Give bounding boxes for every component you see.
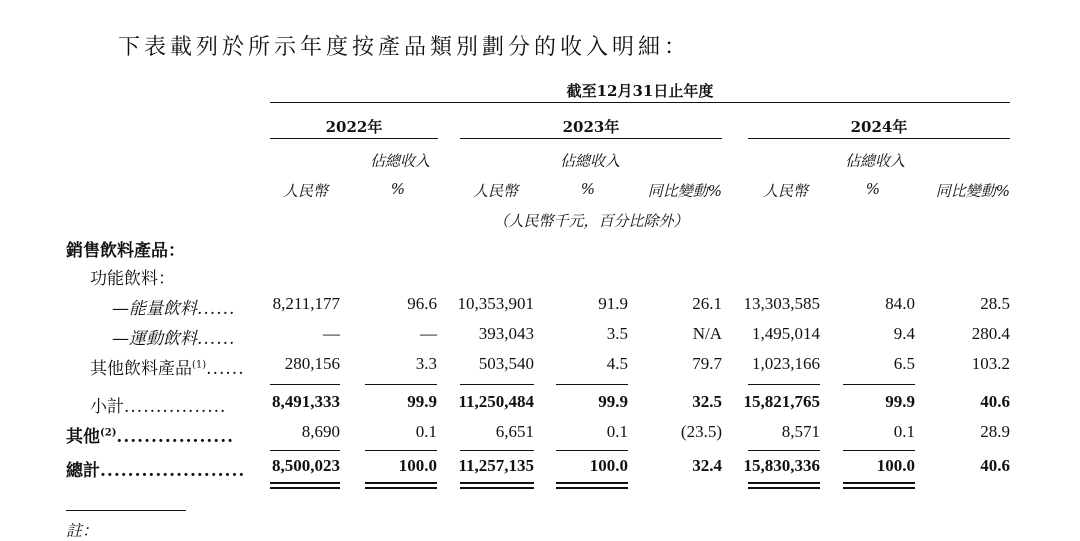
cell-energy-2023-yoy: 26.1 (692, 294, 722, 313)
cell-energy-2024-rmb: 13,303,585 (743, 294, 820, 313)
total-dbl1-2024-rmb (748, 482, 820, 484)
pct-2023: % (580, 180, 595, 198)
year-rule-2024 (748, 138, 1010, 139)
total-dbl2-2023-rmb (460, 487, 534, 489)
cell-sports-2023-rmb: 393,043 (478, 324, 534, 343)
cell-subtotal-2024-pct: 99.9 (885, 392, 915, 411)
section-sales-beverages: 銷售飲料產品： (66, 241, 185, 261)
total-rule-2024-pct (843, 450, 915, 451)
cell-others-2022-rmb: 8,690 (301, 422, 340, 441)
cell-other-beverages-2022-pct: 3.3 (415, 354, 437, 373)
subtotal-rule-2023-rmb (460, 384, 534, 385)
total-dbl1-2023-rmb (460, 482, 534, 484)
cell-others-2023-yoy: (23.5) (680, 422, 722, 441)
cell-subtotal-2024-yoy: 40.6 (980, 392, 1010, 411)
period-header: 截至12月31日止年度 (566, 82, 714, 100)
cell-sports-2022-rmb: — (323, 324, 340, 343)
cell-others-2023-pct: 0.1 (606, 422, 628, 441)
notes-label: 註： (66, 521, 99, 540)
cell-sports-2024-rmb: 1,495,014 (752, 324, 820, 343)
subtotal-rule-2022-pct (365, 384, 437, 385)
cell-others-2024-pct: 0.1 (893, 422, 915, 441)
total-dbl1-2024-pct (843, 482, 915, 484)
year-2022: 2022年 (325, 118, 383, 136)
cell-energy-2023-rmb: 10,353,901 (457, 294, 534, 313)
cell-subtotal-2023-pct: 99.9 (598, 392, 628, 411)
cell-other-beverages-2023-rmb: 503,540 (478, 354, 534, 373)
year-rule-2023 (460, 138, 722, 139)
cell-total-2024-pct: 100.0 (876, 456, 915, 475)
total-dbl2-2024-rmb (748, 487, 820, 489)
cell-total-2023-yoy: 32.4 (692, 456, 722, 475)
subtotal-rule-2024-pct (843, 384, 915, 385)
cell-energy-2023-pct: 91.9 (598, 294, 628, 313)
total-rule-2024-rmb (748, 450, 820, 451)
pct-2024: % (865, 180, 880, 198)
cell-total-2022-rmb: 8,500,023 (272, 456, 340, 475)
row-label-total: 總計..................... (66, 461, 246, 481)
footnote-rule (66, 510, 186, 511)
rmb-2024: 人民幣 (762, 182, 808, 200)
cell-sports-2023-yoy: N/A (692, 324, 722, 343)
total-dbl2-2022-pct (365, 487, 437, 489)
total-dbl1-2022-rmb (270, 482, 340, 484)
cell-other-beverages-2023-yoy: 79.7 (692, 354, 722, 373)
cell-other-beverages-2024-yoy: 103.2 (971, 354, 1010, 373)
row-label-others: 其他$^{(2)}$................. (66, 427, 235, 447)
year-rule-2022 (270, 138, 438, 139)
cell-other-beverages-2022-rmb: 280,156 (284, 354, 340, 373)
cell-energy-2024-pct: 84.0 (885, 294, 915, 313)
total-dbl2-2024-pct (843, 487, 915, 489)
year-2023: 2023年 (562, 118, 620, 136)
pct-top-2022: 佔總收入 (369, 152, 430, 170)
cell-other-beverages-2024-rmb: 1,023,166 (752, 354, 820, 373)
subtotal-rule-2023-pct (556, 384, 628, 385)
cell-sports-2023-pct: 3.5 (606, 324, 628, 343)
rmb-2022: 人民幣 (282, 182, 328, 200)
row-label-energy: —能量飲料...... (112, 299, 236, 319)
cell-sports-2022-pct: — (420, 324, 437, 343)
pct-2022: % (390, 180, 405, 198)
cell-subtotal-2023-yoy: 32.5 (692, 392, 722, 411)
unit-note: （人民幣千元，百分比除外） (493, 212, 689, 230)
cell-others-2022-pct: 0.1 (415, 422, 437, 441)
total-dbl2-2023-pct (556, 487, 628, 489)
pct-top-2023: 佔總收入 (559, 152, 620, 170)
total-dbl1-2023-pct (556, 482, 628, 484)
yoy-2024: 同比變動% (935, 182, 1010, 200)
cell-total-2023-pct: 100.0 (589, 456, 628, 475)
total-rule-2023-rmb (460, 450, 534, 451)
header-rule (270, 102, 1010, 103)
total-dbl1-2022-pct (365, 482, 437, 484)
cell-subtotal-2022-pct: 99.9 (407, 392, 437, 411)
subtotal-rule-2024-rmb (748, 384, 820, 385)
total-rule-2023-pct (556, 450, 628, 451)
cell-energy-2022-pct: 96.6 (407, 294, 437, 313)
rmb-2023: 人民幣 (472, 182, 518, 200)
cell-other-beverages-2023-pct: 4.5 (606, 354, 628, 373)
cell-others-2024-rmb: 8,571 (781, 422, 820, 441)
cell-total-2024-yoy: 40.6 (980, 456, 1010, 475)
yoy-2023: 同比變動% (647, 182, 722, 200)
row-label-sports: —運動飲料...... (112, 329, 236, 349)
subtotal-rule-2022-rmb (270, 384, 340, 385)
row-label-subtotal: 小計................ (90, 397, 227, 417)
cell-total-2022-pct: 100.0 (398, 456, 437, 475)
total-rule-2022-rmb (270, 450, 340, 451)
year-2024: 2024年 (850, 118, 908, 136)
cell-total-2024-rmb: 15,830,336 (743, 456, 820, 475)
cell-other-beverages-2024-pct: 6.5 (893, 354, 915, 373)
cell-others-2024-yoy: 28.9 (980, 422, 1010, 441)
cell-sports-2024-yoy: 280.4 (971, 324, 1010, 343)
pct-top-2024: 佔總收入 (844, 152, 905, 170)
total-dbl2-2022-rmb (270, 487, 340, 489)
cell-total-2023-rmb: 11,257,135 (458, 456, 534, 475)
cell-sports-2024-pct: 9.4 (893, 324, 915, 343)
cell-others-2023-rmb: 6,651 (495, 422, 534, 441)
total-rule-2022-pct (365, 450, 437, 451)
cell-energy-2022-rmb: 8,211,177 (272, 294, 340, 313)
cell-subtotal-2023-rmb: 11,250,484 (458, 392, 534, 411)
cell-energy-2024-yoy: 28.5 (980, 294, 1010, 313)
cell-subtotal-2024-rmb: 15,821,765 (743, 392, 820, 411)
row-label-other-beverages: 其他飲料產品$^{(1)}$...... (90, 359, 245, 379)
intro-text: 下表載列於所示年度按產品類別劃分的收入明細： (118, 35, 691, 60)
section-functional: 功能飲料： (90, 269, 175, 289)
cell-subtotal-2022-rmb: 8,491,333 (272, 392, 340, 411)
